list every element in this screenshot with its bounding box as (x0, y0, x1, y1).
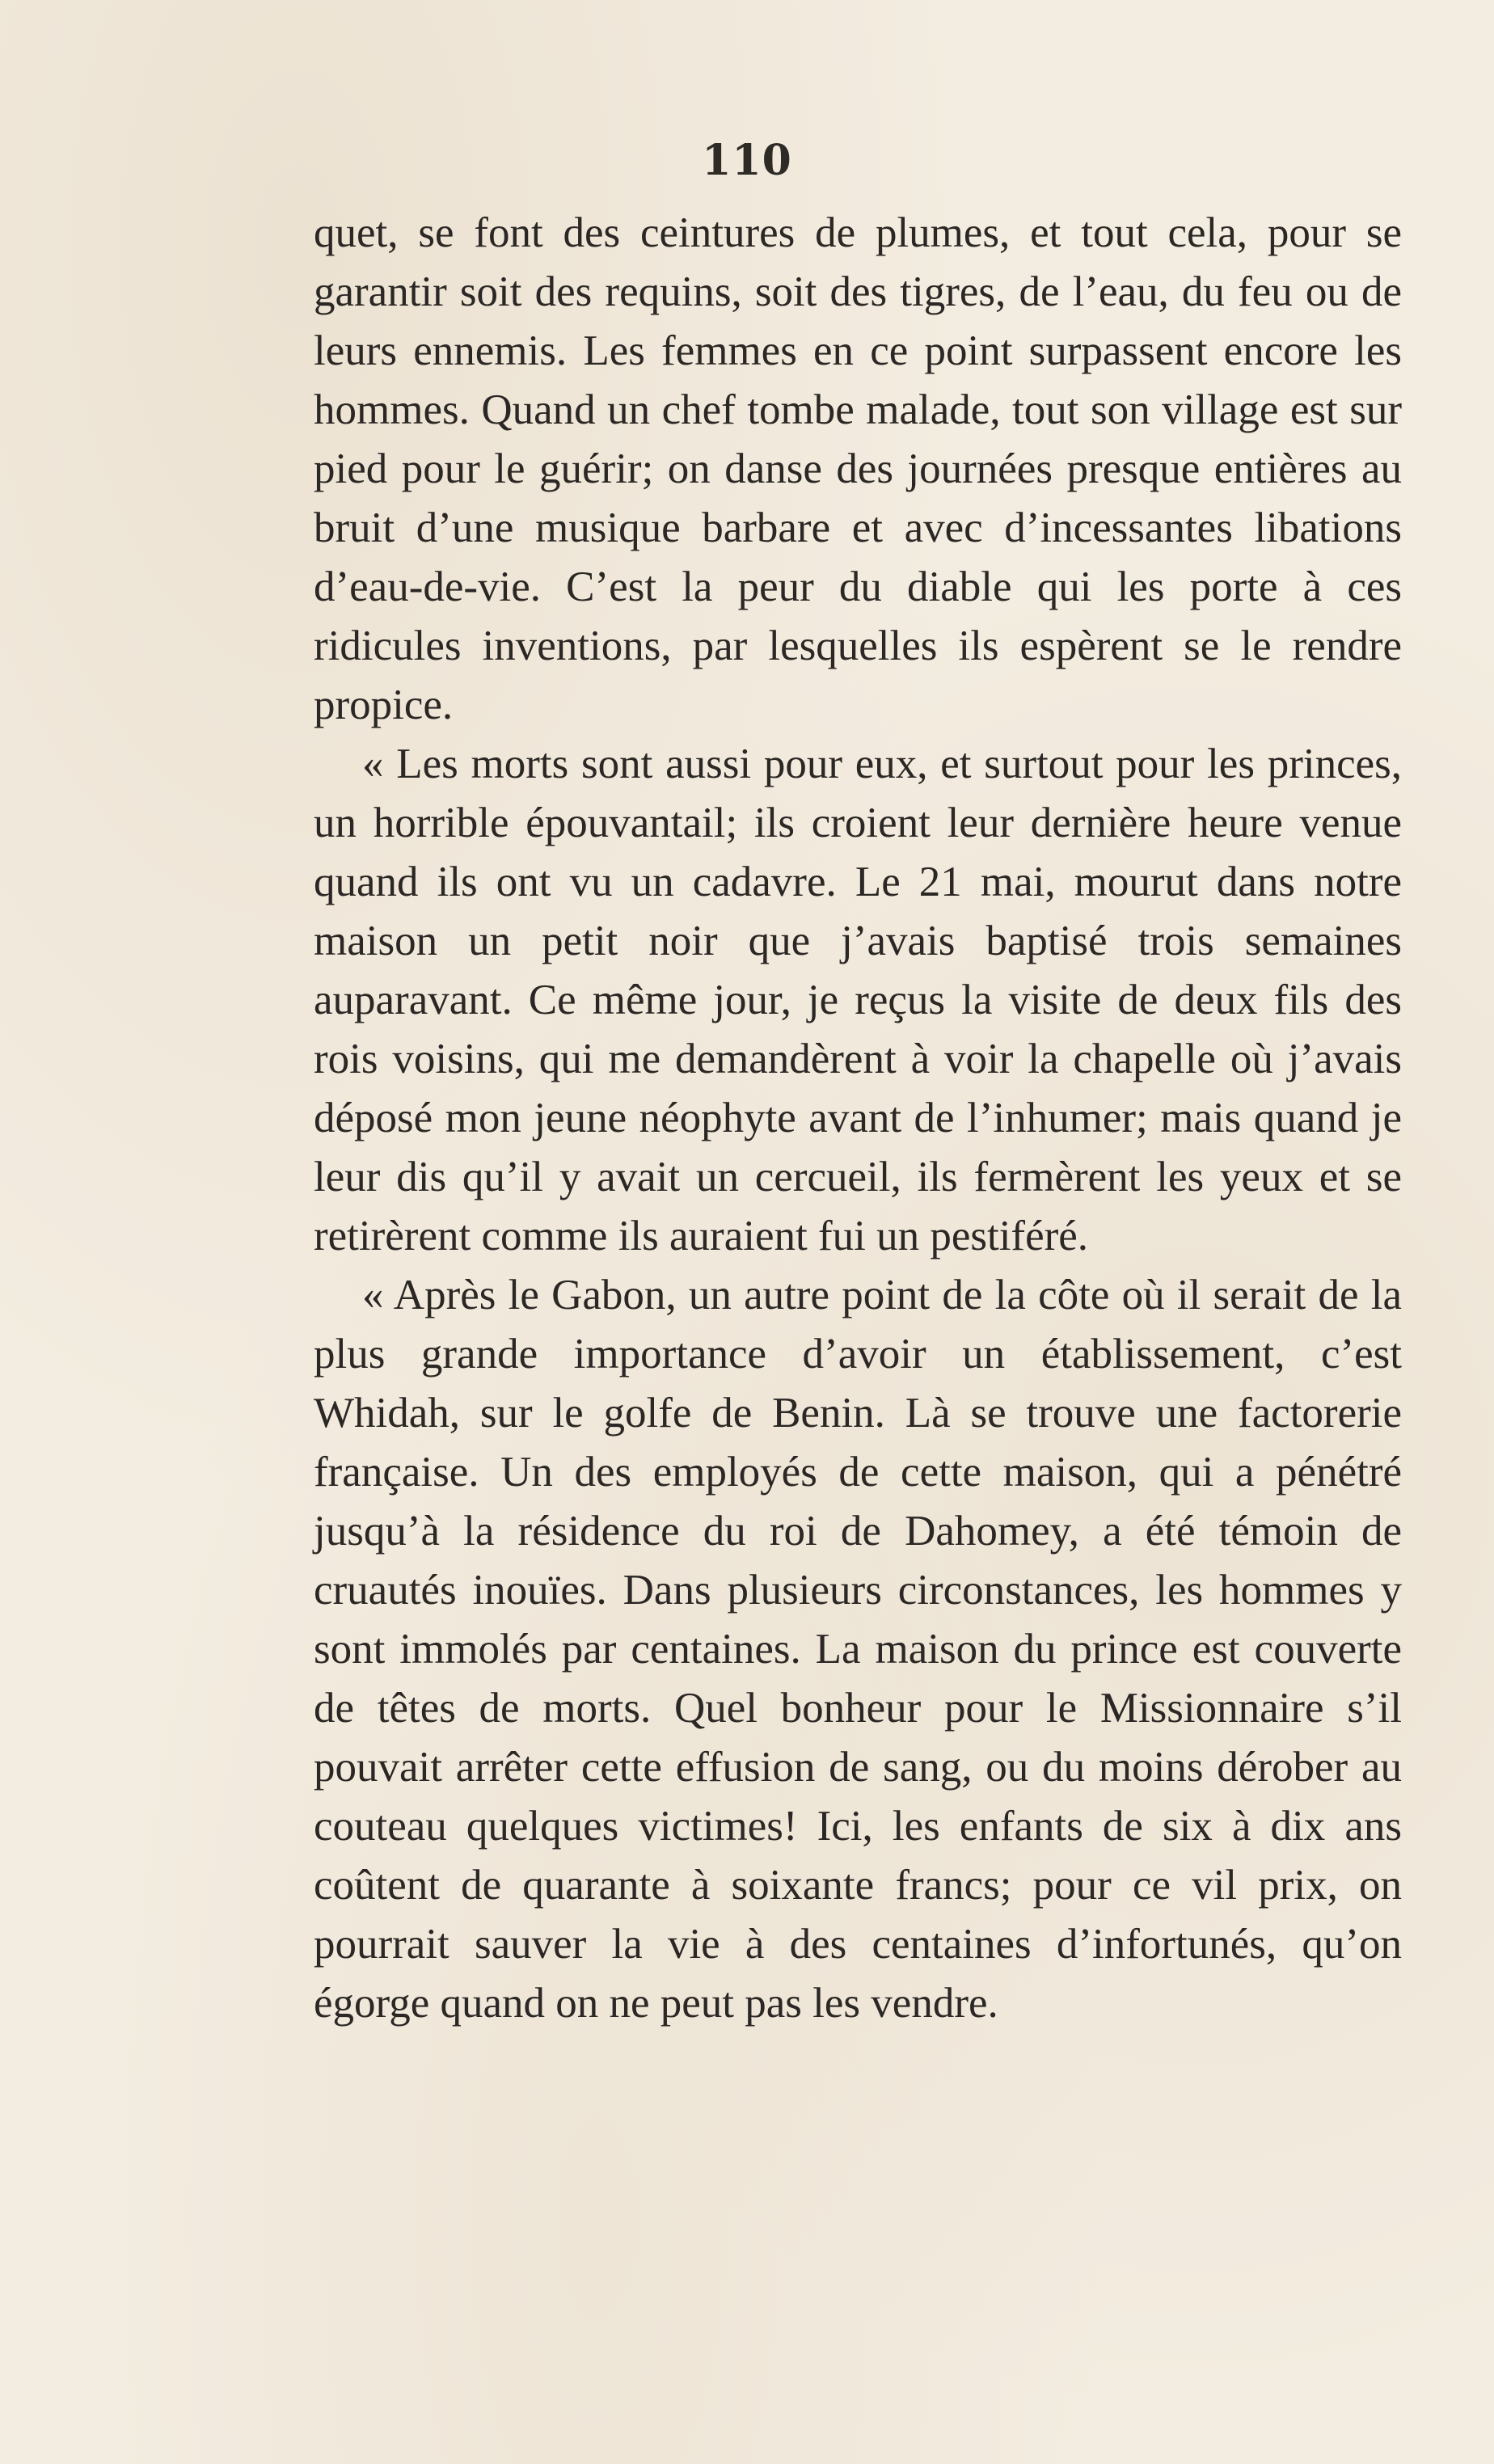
paragraph-2: « Les morts sont aussi pour eux, et surtout pour les princes, un horrible épouvantail; ils croient leur dernière heure venue quand ils ont vu un cadavre. Le 21 mai, mourut dans notre maison un petit noir que j’avais baptisé trois semaines auparavant. Ce même jour, je reçus la visite de deux fils des rois voisins, qui me demandèrent à voir la chapelle où j’avais déposé mon jeune néophyte avant de l’inhumer; mais quand je leur dis qu’il y avait un cercueil, ils fermèrent les yeux et se retirèrent comme ils auraient fui un pestiféré. (314, 740, 1402, 1259)
body-text (314, 204, 1402, 2033)
page-number: 110 (702, 136, 792, 185)
paragraph-1: quet, se font des ceintures de plumes, et tout cela, pour se garantir soit des requins, soit des tigres, de l’eau, du feu ou de leurs ennemis. Les femmes en ce point surpassent encore les hommes. Quand un chef tombe malade, tout son village est sur pied pour le guérir; on danse des journées presque entières au bruit d’une musique barbare et avec d’incessantes libations d’eau-de-vie. C’est la peur du diable qui les porte à ces ridicules inventions, par lesquelles ils espèrent se le rendre propice. (314, 209, 1402, 728)
paragraph-3: « Après le Gabon, un autre point de la côte où il serait de la plus grande importance d’avoir un établissement, c’est Whidah, sur le golfe de Benin. Là se trouve une factorerie française. Un des employés de cette maison, qui a pénétré jusqu’à la résidence du roi de Dahomey, a été témoin de cruautés inouïes. Dans plusieurs circonstances, les hommes y sont immolés par centaines. La maison du prince est couverte de têtes de morts. Quel bonheur pour le Missionnaire s’il pouvait arrêter cette effusion de sang, ou du moins dérober au couteau quelques victimes! Ici, les enfants de six à dix ans coûtent de quarante à soixante francs; pour ce vil prix, on pourrait sauver la vie à des centaines d’infortunés, qu’on égorge quand on ne peut pas les vendre. (314, 1272, 1402, 2027)
